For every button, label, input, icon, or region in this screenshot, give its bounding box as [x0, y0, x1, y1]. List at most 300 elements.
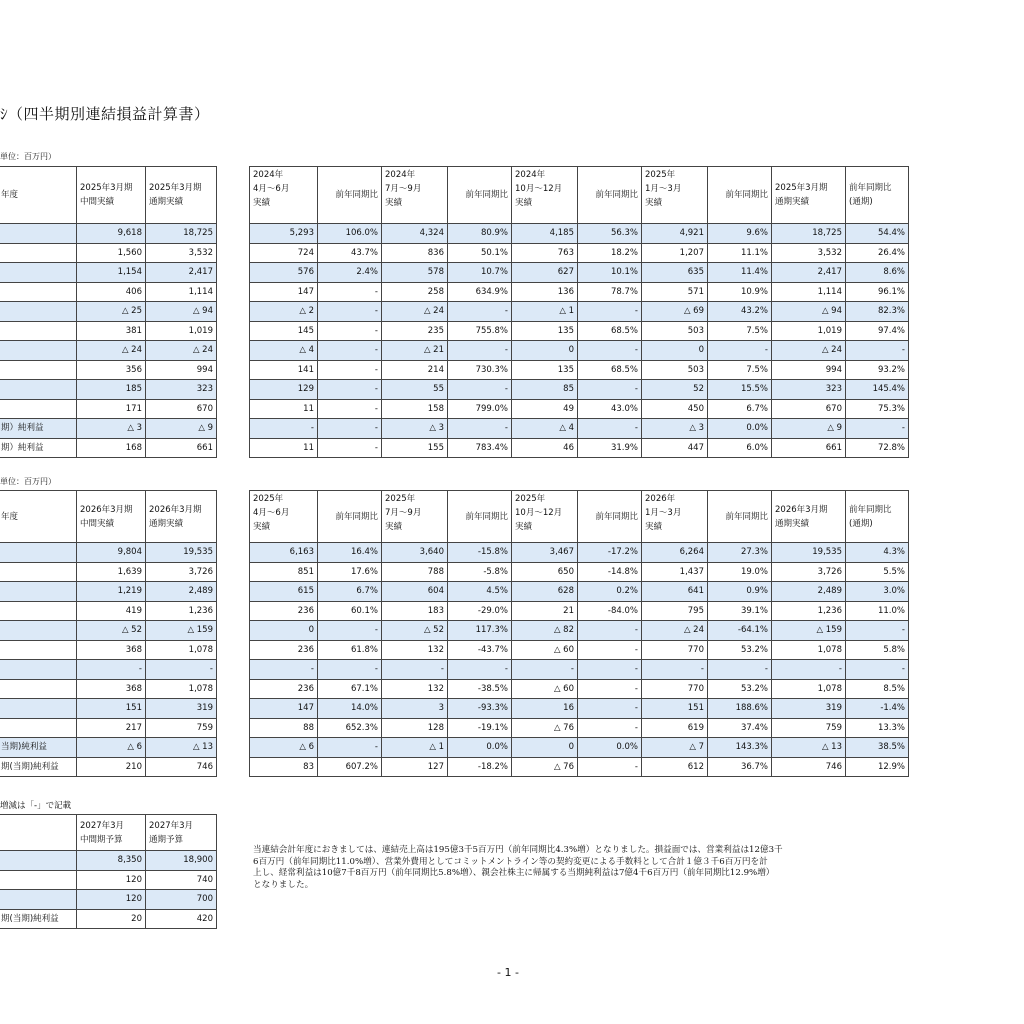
table-cell: 503	[642, 360, 708, 380]
table-cell: 6.7%	[318, 582, 382, 602]
fy-yoy-header: 前年同期比 (通期)	[846, 167, 909, 224]
table-cell: -	[448, 341, 512, 361]
table-cell: 145	[250, 321, 318, 341]
table-cell: △ 76	[512, 718, 578, 738]
table-cell: 11	[250, 438, 318, 458]
table-cell: 2.4%	[318, 263, 382, 283]
table-cell: 578	[382, 263, 448, 283]
table-cell: 1,019	[772, 321, 846, 341]
table-cell: 36.7%	[708, 757, 772, 777]
full-year-result-header: 2025年3月期 通期実績	[146, 167, 217, 224]
table-cell: 19,535	[146, 543, 217, 563]
table-cell: 607.2%	[318, 757, 382, 777]
commentary-line: 当連結会計年度におきましては、連結売上高は195億3千5百万円（前年同期比4.3%増）となりました。損益面では、営業利益は12億3千	[253, 845, 783, 855]
table-cell: -43.7%	[448, 640, 512, 660]
table-cell: 135	[512, 360, 578, 380]
table-cell: -	[318, 302, 382, 322]
table-cell: 836	[382, 243, 448, 263]
table-cell: 730.3%	[448, 360, 512, 380]
table-cell: 217	[77, 718, 146, 738]
table-cell: 15.5%	[708, 380, 772, 400]
q1-yoy-header: 前年同期比	[318, 491, 382, 543]
table-cell: 43.0%	[578, 399, 642, 419]
table-cell: 11.4%	[708, 263, 772, 283]
table-cell: -	[448, 419, 512, 439]
table-cell	[0, 282, 77, 302]
table-cell: 38.5%	[846, 738, 909, 758]
table-cell: 0.0%	[578, 738, 642, 758]
table-cell: -93.3%	[448, 699, 512, 719]
table-cell: 83	[250, 757, 318, 777]
table-row	[0, 640, 217, 660]
table-cell: △ 24	[642, 621, 708, 641]
table-cell: △ 9	[772, 419, 846, 439]
table-cell: 49	[512, 399, 578, 419]
table-cell: 117.3%	[448, 621, 512, 641]
table-cell: 5,293	[250, 224, 318, 244]
table-cell: 14.0%	[318, 699, 382, 719]
table-cell: -	[318, 738, 382, 758]
table-cell: 6.0%	[708, 438, 772, 458]
table-cell: -17.2%	[578, 543, 642, 563]
table-cell: -	[846, 660, 909, 680]
table-cell: 97.4%	[846, 321, 909, 341]
table-cell	[0, 660, 77, 680]
table-cell: 635	[642, 263, 708, 283]
table-cell	[0, 640, 77, 660]
table-cell: -29.0%	[448, 601, 512, 621]
table-cell: 258	[382, 282, 448, 302]
interim-result-header: 2026年3月期 中間実績	[77, 491, 146, 543]
fy2027-budget-table	[0, 814, 217, 929]
table-cell: 1,114	[146, 282, 217, 302]
table-cell: 770	[642, 640, 708, 660]
table-row	[0, 738, 217, 758]
table-cell: 43.7%	[318, 243, 382, 263]
table-cell: △ 7	[642, 738, 708, 758]
table-cell: 0.2%	[578, 582, 642, 602]
table-cell: △ 1	[512, 302, 578, 322]
table-cell	[0, 890, 77, 910]
table-cell: 5.5%	[846, 562, 909, 582]
table-cell	[0, 321, 77, 341]
table-cell: 450	[642, 399, 708, 419]
table-cell: 670	[146, 399, 217, 419]
table-cell: 746	[772, 757, 846, 777]
table-cell: 8.5%	[846, 679, 909, 699]
table-cell: 106.0%	[318, 224, 382, 244]
table-cell: 7.5%	[708, 321, 772, 341]
table-row	[0, 718, 217, 738]
table-cell: 1,078	[772, 640, 846, 660]
table-cell: -	[318, 321, 382, 341]
table-cell: 4.5%	[448, 582, 512, 602]
unit-label-1: 単位：百万円）	[0, 152, 56, 161]
table-cell: 759	[146, 718, 217, 738]
table-row	[0, 282, 217, 302]
table-cell: -	[578, 640, 642, 660]
table-cell: -	[642, 660, 708, 680]
table-cell: -	[318, 399, 382, 419]
table-cell	[0, 870, 77, 890]
table-cell: 994	[146, 360, 217, 380]
table-cell: 136	[512, 282, 578, 302]
fy2026-quarterly-table	[249, 490, 909, 777]
interim-budget-header: 2027年3月 中間期予算	[77, 815, 146, 851]
interim-result-header: 2025年3月期 中間実績	[77, 167, 146, 224]
commentary-line: 上し、経常利益は10億7千8百万円（前年同期比5.8%増）、親会社株主に帰属する当期純利益は7億4千6百万円（前年同期比12.9%増）	[253, 868, 775, 878]
table-cell: 319	[772, 699, 846, 719]
table-cell: △ 24	[146, 341, 217, 361]
table-cell: 8.6%	[846, 263, 909, 283]
table-cell: 2,417	[772, 263, 846, 283]
q3-yoy-header: 前年同期比	[578, 167, 642, 224]
table-cell	[0, 263, 77, 283]
q2-header: 2025年 7月～9月 実績	[382, 491, 448, 543]
table-cell: 75.3%	[846, 399, 909, 419]
table-cell: 604	[382, 582, 448, 602]
table-cell: 0	[512, 341, 578, 361]
table-row	[250, 582, 909, 602]
table-row	[0, 380, 217, 400]
table-row	[250, 543, 909, 563]
table-cell: -19.1%	[448, 718, 512, 738]
table-cell: 54.4%	[846, 224, 909, 244]
fy2025-summary-table	[0, 166, 217, 458]
table-cell: 129	[250, 380, 318, 400]
table-cell: 120	[77, 890, 146, 910]
table-cell: 143.3%	[708, 738, 772, 758]
table-cell: 0.0%	[708, 419, 772, 439]
table-cell: 447	[642, 438, 708, 458]
table-cell: 78.7%	[578, 282, 642, 302]
table-cell: 1,437	[642, 562, 708, 582]
table-cell: △ 60	[512, 640, 578, 660]
table-cell: 80.9%	[448, 224, 512, 244]
table-cell: 158	[382, 399, 448, 419]
table-cell: 128	[382, 718, 448, 738]
table-cell: 9.6%	[708, 224, 772, 244]
table-row	[0, 224, 217, 244]
label-column-header: 年度	[0, 491, 77, 543]
table-cell: -	[448, 660, 512, 680]
table-cell: -	[846, 341, 909, 361]
table-row	[250, 243, 909, 263]
table-cell: -64.1%	[708, 621, 772, 641]
table-cell: 171	[77, 399, 146, 419]
table-cell: 381	[77, 321, 146, 341]
table-cell: 0	[642, 341, 708, 361]
q1-yoy-header: 前年同期比	[318, 167, 382, 224]
table-cell: 20	[77, 909, 146, 929]
table-cell: -	[846, 621, 909, 641]
table-row	[250, 263, 909, 283]
table-cell: -	[448, 302, 512, 322]
table-cell: -18.2%	[448, 757, 512, 777]
table-cell: 11.0%	[846, 601, 909, 621]
table-cell: 183	[382, 601, 448, 621]
table-cell: 724	[250, 243, 318, 263]
table-cell: 53.2%	[708, 640, 772, 660]
table-cell: -	[772, 660, 846, 680]
table-cell: 3,532	[772, 243, 846, 263]
table-cell: 17.6%	[318, 562, 382, 582]
table-cell: 期）純利益	[0, 419, 77, 439]
table-cell: 746	[146, 757, 217, 777]
table-cell: 9,618	[77, 224, 146, 244]
table-cell: 3,726	[772, 562, 846, 582]
table-cell: 368	[77, 640, 146, 660]
table-cell: 127	[382, 757, 448, 777]
table-cell: 67.1%	[318, 679, 382, 699]
table-cell	[0, 380, 77, 400]
table-cell: -	[578, 757, 642, 777]
table-cell: 406	[77, 282, 146, 302]
table-row	[0, 660, 217, 680]
table-cell: 419	[77, 601, 146, 621]
table-row	[0, 699, 217, 719]
table-cell: △ 1	[382, 738, 448, 758]
table-row	[0, 419, 217, 439]
q3-yoy-header: 前年同期比	[578, 491, 642, 543]
table-cell: 1,114	[772, 282, 846, 302]
table-cell: △ 69	[642, 302, 708, 322]
table-cell: △ 13	[772, 738, 846, 758]
table-cell: 3,640	[382, 543, 448, 563]
table-cell: 39.1%	[708, 601, 772, 621]
table-cell: 994	[772, 360, 846, 380]
table-cell: 16.4%	[318, 543, 382, 563]
table-cell: △ 159	[146, 621, 217, 641]
table-row	[250, 399, 909, 419]
table-cell	[0, 718, 77, 738]
table-cell: △ 3	[382, 419, 448, 439]
fy-header: 2025年3月期 通期実績	[772, 167, 846, 224]
table-cell: -	[318, 621, 382, 641]
unit-label-2: 単位：百万円）	[0, 477, 56, 486]
table-cell: -	[318, 660, 382, 680]
full-year-budget-header: 2027年3月 通期予算	[146, 815, 217, 851]
q4-header: 2025年 1月～3月 実績	[642, 167, 708, 224]
q1-header: 2024年 4月～6月 実績	[250, 167, 318, 224]
table-row	[250, 282, 909, 302]
page-number: - 1 -	[497, 966, 519, 979]
table-cell: △ 3	[77, 419, 146, 439]
table-cell: 19.0%	[708, 562, 772, 582]
table-row	[250, 562, 909, 582]
table-cell: -	[382, 660, 448, 680]
table-cell: 670	[772, 399, 846, 419]
page-title: ｼ（四半期別連結損益計算書）	[0, 105, 210, 123]
table-cell: 0.9%	[708, 582, 772, 602]
table-cell: 0	[250, 621, 318, 641]
table-row	[0, 679, 217, 699]
q2-header: 2024年 7月～9月 実績	[382, 167, 448, 224]
label-column-header: 年度	[0, 167, 77, 224]
table-row	[0, 302, 217, 322]
table-row	[250, 757, 909, 777]
table-row	[0, 562, 217, 582]
table-row	[250, 640, 909, 660]
table-cell: 236	[250, 601, 318, 621]
table-cell: 641	[642, 582, 708, 602]
table-cell: 18,725	[146, 224, 217, 244]
table-row	[250, 360, 909, 380]
table-row	[250, 679, 909, 699]
table-cell: 1,236	[772, 601, 846, 621]
table-cell: 147	[250, 699, 318, 719]
table-row	[250, 738, 909, 758]
table-cell: 650	[512, 562, 578, 582]
table-cell: 503	[642, 321, 708, 341]
table-row	[0, 757, 217, 777]
table-row	[0, 601, 217, 621]
table-row	[250, 419, 909, 439]
table-cell: -	[578, 660, 642, 680]
table-cell: 4,185	[512, 224, 578, 244]
table-cell: △ 52	[382, 621, 448, 641]
table-cell: 763	[512, 243, 578, 263]
table-cell	[0, 243, 77, 263]
table-cell: 6.7%	[708, 399, 772, 419]
table-cell	[0, 699, 77, 719]
table-cell: -	[578, 341, 642, 361]
q3-header: 2025年 10月～12月 実績	[512, 491, 578, 543]
table-cell: 1,019	[146, 321, 217, 341]
table-cell: 145.4%	[846, 380, 909, 400]
table-cell: 52	[642, 380, 708, 400]
table-cell: 319	[146, 699, 217, 719]
table-cell: 151	[77, 699, 146, 719]
table-cell: △ 24	[772, 341, 846, 361]
table-row	[0, 909, 217, 929]
table-cell: 2,417	[146, 263, 217, 283]
q3-header: 2024年 10月～12月 実績	[512, 167, 578, 224]
table-cell: -	[578, 699, 642, 719]
table-cell: 18,725	[772, 224, 846, 244]
table-cell: △ 60	[512, 679, 578, 699]
table-row	[250, 718, 909, 738]
table-cell: -	[318, 380, 382, 400]
table-cell: 26.4%	[846, 243, 909, 263]
label-column-header	[0, 815, 77, 851]
table-cell: △ 76	[512, 757, 578, 777]
table-cell: 368	[77, 679, 146, 699]
table-cell: 2,489	[146, 582, 217, 602]
table-cell: 214	[382, 360, 448, 380]
table-cell: 11.1%	[708, 243, 772, 263]
table-cell: △ 25	[77, 302, 146, 322]
table-cell: -	[846, 419, 909, 439]
table-cell	[0, 543, 77, 563]
table-cell: 85	[512, 380, 578, 400]
table-cell: 634.9%	[448, 282, 512, 302]
table-cell: 53.2%	[708, 679, 772, 699]
fy-header: 2026年3月期 通期実績	[772, 491, 846, 543]
table-cell	[0, 601, 77, 621]
table-row	[0, 341, 217, 361]
table-row	[0, 438, 217, 458]
table-cell: △ 82	[512, 621, 578, 641]
table-cell: 10.7%	[448, 263, 512, 283]
table-cell: 3,467	[512, 543, 578, 563]
commentary-line: となりました。	[253, 879, 314, 890]
table-cell: 185	[77, 380, 146, 400]
table-cell: 1,207	[642, 243, 708, 263]
table-cell: 210	[77, 757, 146, 777]
table-cell: 50.1%	[448, 243, 512, 263]
table-cell	[0, 224, 77, 244]
table-row	[250, 224, 909, 244]
table-cell: 1,078	[146, 640, 217, 660]
table-cell: 783.4%	[448, 438, 512, 458]
table-cell: 356	[77, 360, 146, 380]
table-cell: -1.4%	[846, 699, 909, 719]
table-cell: -	[318, 282, 382, 302]
table-cell: 755.8%	[448, 321, 512, 341]
table-cell: 236	[250, 640, 318, 660]
table-cell: 3,726	[146, 562, 217, 582]
q2-yoy-header: 前年同期比	[448, 491, 512, 543]
table-cell: △ 159	[772, 621, 846, 641]
table-cell: -	[146, 660, 217, 680]
table-cell: 236	[250, 679, 318, 699]
table-cell: 16	[512, 699, 578, 719]
table-cell: 151	[642, 699, 708, 719]
table-cell: -	[448, 380, 512, 400]
table-cell: △ 94	[772, 302, 846, 322]
table-cell: -	[318, 341, 382, 361]
table-cell: △ 9	[146, 419, 217, 439]
table-cell: 759	[772, 718, 846, 738]
table-cell: 799.0%	[448, 399, 512, 419]
table-cell: △ 13	[146, 738, 217, 758]
q4-yoy-header: 前年同期比	[708, 167, 772, 224]
table-cell: 168	[77, 438, 146, 458]
q4-yoy-header: 前年同期比	[708, 491, 772, 543]
table-cell: 9,804	[77, 543, 146, 563]
table-cell: 155	[382, 438, 448, 458]
table-cell: 3	[382, 699, 448, 719]
table-cell: 770	[642, 679, 708, 699]
table-cell: △ 6	[77, 738, 146, 758]
table-cell: 120	[77, 870, 146, 890]
table-cell: 10.9%	[708, 282, 772, 302]
table-cell: 1,078	[772, 679, 846, 699]
table-cell: -84.0%	[578, 601, 642, 621]
table-cell: 235	[382, 321, 448, 341]
table-cell: 0	[512, 738, 578, 758]
table-cell: 68.5%	[578, 360, 642, 380]
table-row	[0, 851, 217, 871]
table-cell: -	[318, 360, 382, 380]
results-commentary	[253, 845, 783, 891]
table-cell: 期(当期)純利益	[0, 757, 77, 777]
table-row	[250, 380, 909, 400]
table-cell: 627	[512, 263, 578, 283]
table-cell: 0.0%	[448, 738, 512, 758]
table-cell: 27.3%	[708, 543, 772, 563]
table-cell: △ 3	[642, 419, 708, 439]
table-cell: 795	[642, 601, 708, 621]
table-cell: 612	[642, 757, 708, 777]
table-row	[250, 341, 909, 361]
table-cell: 576	[250, 263, 318, 283]
table-cell	[0, 679, 77, 699]
table-cell	[0, 360, 77, 380]
table-cell: 7.5%	[708, 360, 772, 380]
table-row	[0, 582, 217, 602]
